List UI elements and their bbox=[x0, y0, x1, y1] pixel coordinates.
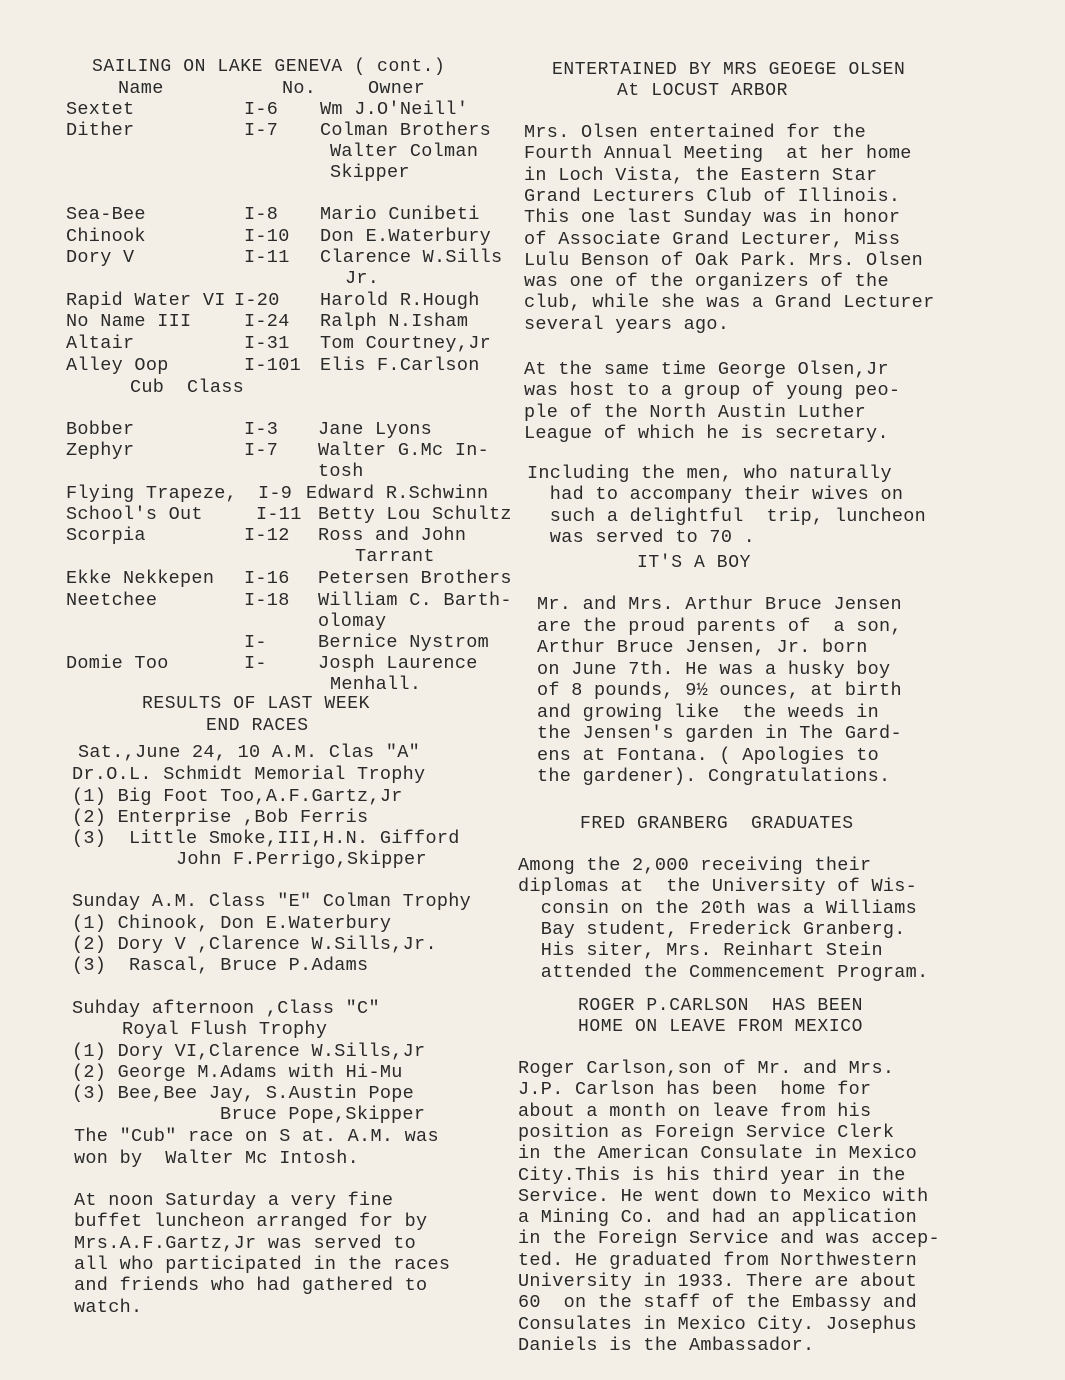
boy-line: and growing like the weeds in bbox=[537, 701, 880, 723]
saturday-result-1: (1) Big Foot Too,A.F.Gartz,Jr bbox=[72, 786, 403, 807]
boy-line: on June 7th. He was a husky boy bbox=[537, 658, 891, 680]
boat-name: Rapid Water VI bbox=[66, 290, 226, 311]
cub-boat-owner: Ross and John bbox=[318, 525, 467, 546]
olsen-title-2: At LOCUST ARBOR bbox=[617, 81, 789, 101]
luncheon-line: Mrs.A.F.Gartz,Jr was served to bbox=[74, 1232, 417, 1254]
cub-boat-owner: Tarrant bbox=[355, 546, 435, 567]
olsen-p2-line: League of which he is secretary. bbox=[524, 422, 889, 444]
cub-boat-name: Zephyr bbox=[66, 440, 135, 461]
boy-line: Mr. and Mrs. Arthur Bruce Jensen bbox=[537, 594, 902, 615]
sailing-title: SAILING ON LAKE GENEVA ( cont.) bbox=[92, 57, 446, 77]
cub-race-line-1: The "Cub" race on S at. A.M. was bbox=[74, 1126, 439, 1147]
saturday-result-2: (2) Enterprise ,Bob Ferris bbox=[72, 807, 369, 828]
boat-number: I-31 bbox=[244, 333, 290, 354]
roger-line: ted. He graduated from Northwestern bbox=[518, 1249, 918, 1271]
olsen-p3-line: had to accompany their wives on bbox=[527, 484, 904, 506]
boat-number: I-6 bbox=[244, 99, 279, 120]
boat-number: I-10 bbox=[244, 226, 290, 247]
cub-boat-number: I- bbox=[244, 653, 267, 674]
olsen-p1-line: of Associate Grand Lecturer, Miss bbox=[524, 228, 901, 250]
boat-number: I-20 bbox=[234, 290, 280, 311]
boat-owner: Harold R.Hough bbox=[320, 290, 480, 311]
fred-line: attended the Commencement Program. bbox=[518, 961, 929, 983]
cub-boat-owner: Betty Lou Schultz bbox=[318, 504, 512, 525]
olsen-p3-line: such a delightful trip, luncheon bbox=[527, 505, 927, 527]
cub-boat-number: I-9 bbox=[258, 483, 293, 504]
boat-owner: Skipper bbox=[330, 162, 410, 183]
cub-boat-name: Neetchee bbox=[66, 590, 158, 611]
olsen-p1-line: in Loch Vista, the Eastern Star bbox=[524, 164, 878, 186]
cub-boat-owner: Bernice Nystrom bbox=[318, 632, 490, 653]
boat-owner: Colman Brothers bbox=[320, 120, 492, 141]
luncheon-line: all who participated in the races bbox=[74, 1253, 451, 1275]
fred-line: His siter, Mrs. Reinhart Stein bbox=[518, 940, 883, 962]
roger-line: J.P. Carlson has been home for bbox=[518, 1079, 872, 1101]
cub-boat-number: I-11 bbox=[256, 504, 302, 525]
sunday-pm-result-1: (1) Dory VI,Clarence W.Sills,Jr bbox=[72, 1041, 426, 1062]
boat-owner: Mario Cunibeti bbox=[320, 204, 480, 225]
cub-boat-owner: Jane Lyons bbox=[318, 419, 433, 440]
cub-race-line-2: won by Walter Mc Intosh. bbox=[74, 1148, 360, 1169]
boy-line: of 8 pounds, 9½ ounces, at birth bbox=[537, 680, 902, 701]
roger-line: about a month on leave from his bbox=[518, 1100, 872, 1122]
boat-name: Dory V bbox=[66, 247, 135, 268]
cub-boat-number: I-16 bbox=[244, 568, 290, 589]
cub-boat-owner: Josph Laurence bbox=[318, 653, 478, 674]
cub-boat-owner: olomay bbox=[318, 611, 387, 632]
luncheon-line: and friends who had gathered to bbox=[74, 1275, 428, 1297]
sunday-pm-result-2: (2) George M.Adams with Hi-Mu bbox=[72, 1062, 403, 1083]
cub-boat-owner: Edward R.Schwinn bbox=[306, 483, 489, 504]
col-header-name: Name bbox=[118, 78, 164, 99]
boy-title: IT'S A BOY bbox=[637, 553, 752, 573]
olsen-p1-line: Mrs. Olsen entertained for the bbox=[524, 122, 867, 143]
olsen-p1-line: club, while she was a Grand Lecturer bbox=[524, 292, 935, 314]
cub-boat-name: Ekke Nekkepen bbox=[66, 568, 215, 589]
boat-name: Chinook bbox=[66, 226, 146, 247]
roger-line: Service. He went down to Mexico with bbox=[518, 1185, 929, 1207]
col-header-owner: Owner bbox=[368, 78, 426, 99]
cub-boat-owner: Menhall. bbox=[330, 674, 422, 695]
sunday-pm-result-3-skipper: Bruce Pope,Skipper bbox=[220, 1104, 426, 1125]
cub-boat-name: Bobber bbox=[66, 419, 135, 440]
boat-name: Altair bbox=[66, 333, 135, 354]
cub-boat-owner: tosh bbox=[318, 461, 364, 482]
saturday-trophy: Dr.O.L. Schmidt Memorial Trophy bbox=[72, 764, 426, 785]
boat-name: Sea-Bee bbox=[66, 204, 146, 225]
saturday-race-line: Sat.,June 24, 10 A.M. Clas "A" bbox=[78, 742, 421, 763]
cub-boat-owner: Petersen Brothers bbox=[318, 568, 512, 589]
olsen-title-1: ENTERTAINED BY MRS GEOEGE OLSEN bbox=[552, 60, 906, 80]
boat-number: I-11 bbox=[244, 247, 290, 268]
cub-boat-name: Scorpia bbox=[66, 525, 146, 546]
fred-title: FRED GRANBERG GRADUATES bbox=[580, 814, 854, 834]
olsen-p1-line: several years ago. bbox=[524, 313, 730, 335]
boat-number: I-24 bbox=[244, 311, 290, 332]
cub-class-title: Cub Class bbox=[130, 377, 245, 398]
boy-line: Arthur Bruce Jensen, Jr. born bbox=[537, 637, 868, 658]
fred-line: diplomas at the University of Wis- bbox=[518, 876, 918, 898]
results-title-2: END RACES bbox=[206, 716, 309, 736]
sunday-pm-result-3: (3) Bee,Bee Jay, S.Austin Pope bbox=[72, 1083, 415, 1104]
roger-line: in the American Consulate in Mexico bbox=[518, 1143, 918, 1165]
olsen-p2-line: At the same time George Olsen,Jr bbox=[524, 359, 889, 380]
roger-title-2: HOME ON LEAVE FROM MEXICO bbox=[578, 1017, 864, 1037]
boat-number: I-7 bbox=[244, 120, 279, 141]
boat-number: I-8 bbox=[244, 204, 279, 225]
roger-line: a Mining Co. and had an application bbox=[518, 1207, 918, 1229]
olsen-p1-line: This one last Sunday was in honor bbox=[524, 207, 901, 229]
luncheon-line: watch. bbox=[74, 1296, 143, 1318]
cub-boat-owner: William C. Barth- bbox=[318, 590, 512, 611]
boy-line: are the proud parents of a son, bbox=[537, 615, 902, 637]
boy-line: ens at Fontana. ( Apologies to bbox=[537, 744, 880, 766]
boat-owner: Tom Courtney,Jr bbox=[320, 333, 492, 354]
fred-line: Bay student, Frederick Granberg. bbox=[518, 918, 906, 940]
fred-line: consin on the 20th was a Williams bbox=[518, 897, 918, 919]
roger-line: Consulates in Mexico City. Josephus bbox=[518, 1313, 918, 1335]
roger-line: 60 on the staff of the Embassy and bbox=[518, 1292, 918, 1314]
olsen-p2-line: was host to a group of young peo- bbox=[524, 380, 901, 402]
boat-owner: Ralph N.Isham bbox=[320, 311, 469, 332]
luncheon-line: At noon Saturday a very fine bbox=[74, 1190, 394, 1211]
boat-owner: Clarence W.Sills bbox=[320, 247, 503, 268]
olsen-p3-line: Including the men, who naturally bbox=[527, 463, 892, 484]
saturday-result-3: (3) Little Smoke,III,H.N. Gifford bbox=[72, 828, 460, 849]
roger-line: Daniels is the Ambassador. bbox=[518, 1334, 815, 1356]
roger-line: position as Foreign Service Clerk bbox=[518, 1121, 895, 1143]
boy-line: the gardener). Congratulations. bbox=[537, 766, 891, 787]
sunday-am-result-1: (1) Chinook, Don E.Waterbury bbox=[72, 913, 392, 934]
olsen-p3-line: was served to 70 . bbox=[527, 526, 756, 548]
boat-number: I-101 bbox=[244, 355, 302, 376]
boat-owner: Walter Colman bbox=[330, 141, 479, 162]
olsen-p2-line: ple of the North Austin Luther bbox=[524, 401, 867, 423]
cub-boat-number: I-3 bbox=[244, 419, 279, 440]
boat-owner: Don E.Waterbury bbox=[320, 226, 492, 247]
boy-line: the Jensen's garden in The Gard- bbox=[537, 723, 902, 744]
roger-line: in the Foreign Service and was accep- bbox=[518, 1228, 940, 1250]
fred-line: Among the 2,000 receiving their bbox=[518, 855, 872, 876]
cub-boat-number: I-18 bbox=[244, 590, 290, 611]
cub-boat-name: Domie Too bbox=[66, 653, 169, 674]
col-header-no: No. bbox=[282, 78, 317, 99]
sunday-pm-line: Suhday afternoon ,Class "C" bbox=[72, 998, 380, 1019]
sunday-am-result-2: (2) Dory V ,Clarence W.Sills,Jr. bbox=[72, 934, 437, 955]
cub-boat-owner: Walter G.Mc In- bbox=[318, 440, 490, 461]
roger-line: City.This is his third year in the bbox=[518, 1164, 906, 1186]
sunday-am-line: Sunday A.M. Class "E" Colman Trophy bbox=[72, 891, 472, 912]
cub-boat-number: I- bbox=[244, 632, 267, 653]
results-title-1: RESULTS OF LAST WEEK bbox=[142, 694, 371, 714]
saturday-result-3-skipper: John F.Perrigo,Skipper bbox=[176, 849, 427, 870]
roger-title-1: ROGER P.CARLSON HAS BEEN bbox=[578, 996, 864, 1016]
boat-owner: Elis F.Carlson bbox=[320, 355, 480, 376]
boat-owner: Wm J.O'Neill' bbox=[320, 99, 469, 120]
boat-name: Dither bbox=[66, 120, 135, 141]
roger-line: Roger Carlson,son of Mr. and Mrs. bbox=[518, 1058, 895, 1079]
sunday-am-result-3: (3) Rascal, Bruce P.Adams bbox=[72, 955, 369, 976]
luncheon-line: buffet luncheon arranged for by bbox=[74, 1211, 428, 1233]
cub-boat-name: Flying Trapeze, bbox=[66, 483, 238, 504]
cub-boat-number: I-12 bbox=[244, 525, 290, 546]
roger-line: University in 1933. There are about bbox=[518, 1271, 918, 1292]
boat-name: Alley Oop bbox=[66, 355, 169, 376]
boat-name: No Name III bbox=[66, 311, 192, 332]
olsen-p1-line: Fourth Annual Meeting at her home bbox=[524, 143, 912, 165]
boat-name: Sextet bbox=[66, 99, 135, 120]
sunday-pm-trophy: Royal Flush Trophy bbox=[122, 1019, 328, 1040]
olsen-p1-line: was one of the organizers of the bbox=[524, 271, 889, 293]
olsen-p1-line: Grand Lecturers Club of Illinois. bbox=[524, 185, 901, 207]
cub-boat-number: I-7 bbox=[244, 440, 279, 461]
boat-owner: Jr. bbox=[345, 268, 380, 289]
cub-boat-name: School's Out bbox=[66, 504, 203, 525]
olsen-p1-line: Lulu Benson of Oak Park. Mrs. Olsen bbox=[524, 249, 924, 271]
